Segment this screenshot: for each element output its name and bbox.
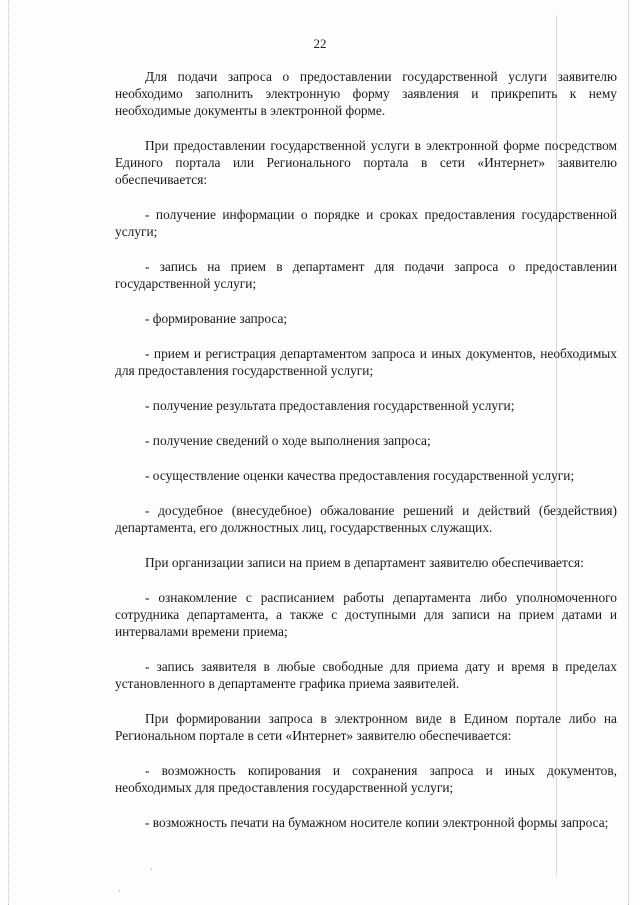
list-item: - возможность копирования и сохранения запроса и иных документов, необходимых для предоставления государственной услуги; (115, 763, 617, 795)
scan-edge-line-left (8, 0, 9, 905)
list-item: - возможность печати на бумажном носителе копии электронной формы запроса; (145, 815, 609, 830)
list-item: - получение информации о порядке и сроках предоставления государственной услуги; (115, 207, 617, 239)
scan-speck (118, 890, 120, 892)
list-item: - запись на прием в департамент для подачи запроса о предоставлении государственной услуги; (115, 259, 617, 291)
page-number: 22 (313, 36, 327, 51)
scan-edge-line-right (628, 0, 629, 905)
list-item: - формирование запроса; (145, 311, 288, 326)
list-item: - ознакомление с расписанием работы департамента либо уполномоченного сотрудника департамента, а также с доступными для записи на прием датами и интервалами времени приема; (115, 590, 617, 639)
paragraph: При предоставлении государственной услуги в электронной форме посредством Единого портала или Регионального портала в сети «Интернет» заявителю обеспечивается: (115, 138, 617, 187)
list-item: - осуществление оценки качества предоставления государственной услуги; (145, 468, 575, 483)
list-item: - получение результата предоставления государственной услуги; (145, 398, 515, 413)
list-item: - досудебное (внесудебное) обжалование решений и действий (бездействия) департамента, его должностных лиц, государственных служащих. (115, 503, 617, 535)
paragraph: Для подачи запроса о предоставлении государственной услуги заявителю необходимо заполнить электронную форму заявления и прикрепить к нему необходимые документы в электронной форме. (115, 69, 617, 118)
list-item: - запись заявителя в любые свободные для приема дату и время в пределах установленного в департаменте графика приема заявителей. (115, 659, 617, 691)
list-item: - прием и регистрация департаментом запроса и иных документов, необходимых для предоставления государственной услуги; (115, 346, 617, 378)
paragraph: При организации записи на прием в департамент заявителю обеспечивается: (145, 555, 584, 570)
document-body (115, 68, 617, 849)
list-item: - получение сведений о ходе выполнения запроса; (145, 433, 431, 448)
paragraph: При формировании запроса в электронном виде в Едином портале либо на Региональном портале в сети «Интернет» заявителю обеспечивается: (115, 711, 617, 743)
scan-speck (150, 868, 152, 870)
